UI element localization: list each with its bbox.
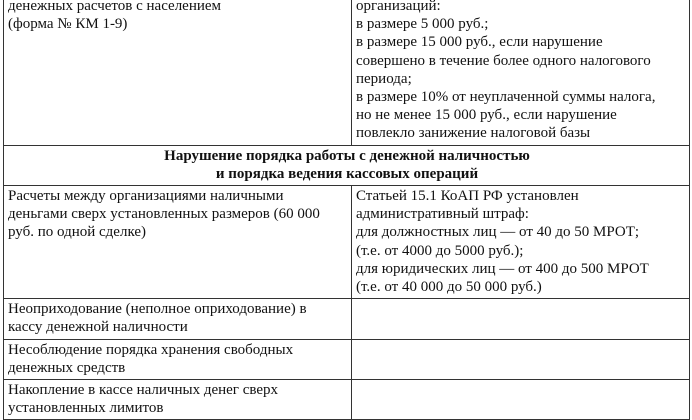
violation-cell (4, 186, 352, 299)
cell-text: Несоблюдение порядка хранения свободных (8, 341, 294, 358)
cell-text: для должностных лиц — от 40 до 50 МРОТ; (356, 224, 640, 241)
cell-text: кассу денежной наличности (8, 319, 188, 336)
fines-table (3, 0, 690, 420)
cell-text: Неоприходование (неполное оприходование) в (8, 301, 307, 318)
violation-cell (4, 0, 352, 145)
cell-text: (форма № КМ 1-9) (8, 16, 128, 33)
cell-text: Накопление в кассе наличных денег сверх (8, 382, 279, 399)
cell-text: руб. по одной сделке) (8, 224, 147, 241)
table-row (4, 0, 690, 145)
cell-text: (т.е. от 4000 до 5000 руб.); (356, 242, 524, 259)
cell-text: в размере 5 000 руб.; (356, 16, 489, 33)
table-row (4, 186, 690, 299)
penalty-cell (352, 299, 690, 339)
cell-text: денежных расчетов с населением (8, 0, 222, 14)
violation-cell (4, 299, 352, 339)
table-row (4, 380, 690, 420)
penalty-cell (352, 186, 690, 299)
cell-text: в размере 10% от неуплаченной суммы налога, (356, 89, 656, 106)
section-heading-line: Нарушение порядка работы с денежной наличностью (164, 147, 530, 164)
violation-cell (4, 380, 352, 420)
cell-text: для юридических лиц — от 400 до 500 МРОТ (356, 260, 649, 277)
cell-text: организаций: (356, 0, 441, 14)
cell-text: периода; (356, 70, 412, 87)
penalty-cell (352, 0, 690, 145)
cell-text: но не менее 15 000 руб., если нарушение (356, 107, 617, 124)
violation-cell (4, 339, 352, 379)
penalty-cell (352, 339, 690, 379)
table-row (4, 299, 690, 339)
section-heading-line: и порядка ведения кассовых операций (215, 165, 479, 182)
cell-text: деньгами сверх установленных размеров (60 000 (8, 206, 320, 223)
cell-text: повлекло занижение налоговой базы (356, 125, 591, 142)
cell-text: (т.е. от 40 000 до 50 000 руб.) (356, 279, 542, 296)
cell-text: Расчеты между организациями наличными (8, 188, 284, 205)
cell-text: совершено в течение более одного налогового (356, 52, 651, 69)
cell-text: в размере 15 000 руб., если нарушение (356, 34, 603, 51)
penalty-cell (352, 380, 690, 420)
table-row (4, 339, 690, 379)
cell-text: установленных лимитов (8, 400, 164, 417)
section-header-row (4, 145, 690, 185)
section-heading (4, 145, 690, 185)
cell-text: Статьей 15.1 КоАП РФ установлен (356, 188, 579, 205)
cell-text: административный штраф: (356, 206, 529, 223)
cell-text: денежных средств (8, 359, 126, 376)
